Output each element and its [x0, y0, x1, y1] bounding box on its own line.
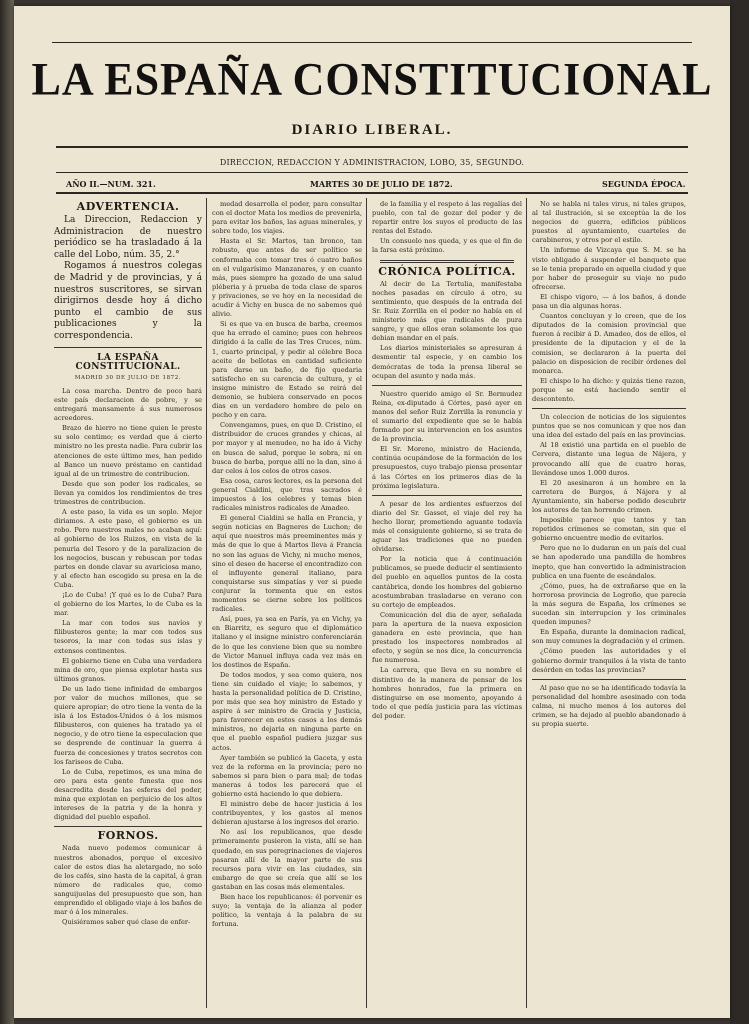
- cronica-paragraph: Los diarios ministeriales se apresuran á desmentir tal especie, y en cambio los demócratas de toda la prensa liberal se ocupan del asunto y nada más.: [372, 344, 522, 380]
- cronica-paragraph: Al decir de La Tertulia, manifestaba noches pasadas en círculo á otro, su sentimiento, que después de la entrada del Sr. Ruiz Zorrilla en el poder no había en el ministerio más que radicales de pura sangre, y que ellos eran solamente los que debian mandar en el país.: [372, 279, 522, 343]
- separator: [532, 408, 686, 409]
- article-paragraph: Si es que va en busca de barba, creemos que ha errado el camino; pues con hebreos dirigido á la calle de las Tres Cruces, núm. 1, cuarto principal, y pedir al célebre Boca aceite de bellotas en cantidad suficiente para darse un baño, de fijo quedaria satisfecho en su carencia de cultura, y el insigne ministro de Estado se reirá del demonio, se hubiera conservado en pocos dias en un verdadero hombre de pelo en pecho y en cara.: [212, 320, 362, 420]
- column-divider-2: [366, 198, 367, 1008]
- article-paragraph: A pesar de los ardientes esfuerzos del diario del Sr. Gasset, el viaje del rey ha hecho llorar, prometiendo aguante todavía más el consiguiente gobierno, si se trata de aguar las tradiciones que no pueden olvidarse.: [372, 499, 522, 554]
- article-paragraph: Cuantos concluyan y lo creen, que de los diputados de la comision provincial que fueron á recibir á D. Amadeo, dos de ellos, el presidente de la diputacion y el de la comision, se declararon á la puerta del palacio en disposicion de recibir órdenes del monarca.: [532, 312, 686, 375]
- article-paragraph: De todos modos, y sea como quiera, nos tiene sin cuidado el viaje; lo sabemos, y hasta la personalidad política de D. Cristino, por más que sea hoy ministro de Estado y aspire á ser ministro de Gracia y Justicia, para favorecer en estos casos a los demás ministros, no dejaria en ninguna parte en que el pueblo español pudiera juzgar sus actos.: [212, 670, 362, 752]
- editorial-masthead: LA ESPAÑA CONSTITUCIONAL.: [75, 352, 181, 372]
- article-paragraph: El Sr. Moreno, ministro de Hacienda, continúa ocupándose de la formación de los presupuestos, cuyo trabajo piensa presentar á las Córtes en los primeros dias de la próxima legislatura.: [372, 445, 522, 490]
- newspaper-title: LA ESPAÑA CONSTITUCIONAL: [31, 53, 713, 106]
- article-paragraph: El chispo lo ha dicho: y quizás tiene razon, porque se está haciendo sentir el descontento.: [532, 376, 686, 403]
- article-paragraph: El general Cialdini se halla en Francia, y según noticias en Bagneres de Luchon; de aquí que nuestros más preeminentes más y más de que lo que á Martos lleva á Francia no son las aguas de Vichy, ni mucho menos, sino el deseo de hacerse el encontradizo con el influyente general italiano, para conquistarse sus simpatías y ver si puede conjurar la tormenta que en estos momentos se cierne sobre los políticos radicales.: [212, 514, 362, 614]
- scan-border-right: [730, 0, 749, 1024]
- article-paragraph: Al 18 existió una partida en el pueblo de Cervera, distante una legua de Nájera, y provocando allí que de cuatro horas, llevándose unos 1.000 duros.: [532, 441, 686, 477]
- article-paragraph: Imposible parece que tantos y tan repetidos crímenes se cometan, sin que el gobierno encuentre medio de evitarlos.: [532, 516, 686, 543]
- editorial-paragraph: ¡Lo de Cuba! ¡Y qué es lo de Cuba? Para el gobierno de los Martes, lo de Cuba es la mar.: [54, 590, 202, 618]
- title-rule: [56, 146, 688, 148]
- article-paragraph: ¿Cómo pueden las autoridades y el gobierno dormir tranquilos á la vista de tanto desórden en todas las provincias?: [532, 647, 686, 674]
- header-bottom-rule: [56, 192, 688, 194]
- separator: [372, 385, 522, 386]
- article-paragraph: Bien hace los republicanos: él porvenir es suyo; la ventaja de la alianza al poder político, la ventaja á la palabra de su fortuna.: [212, 893, 362, 929]
- editorial-paragraph: La mar con todos sus navíos y filibusteros gente; la mar con todos sus tesoros, la mar con todas sus islas y extensos continentes.: [54, 619, 202, 655]
- article-paragraph: Un consuelo nos queda, y es que el fin de la farsa está próximo.: [372, 237, 522, 255]
- newspaper-page: [14, 6, 730, 1018]
- fornos-paragraph: Nada nuevo podemos comunicar á nuestros abonados, porque el excesivo calor de estos dias ha aletargado, no solo de los cafés, sino hasta de la capital, á gran número de radicales que, como sanguijuelas del presupuesto que son, han emprendido el obligado viaje á los baños de mar ó á los minerales.: [54, 844, 202, 917]
- separator: [54, 826, 202, 827]
- article-paragraph: Al paso que no se ha identificado todavía la personalidad del hombre asesinado con toda calma, ni mucho menos á los autores del crimen, se ha dejado al pueblo abandonado á su propia suerte.: [532, 683, 686, 729]
- issue-number: AÑO II.—NUM. 321.: [66, 179, 156, 189]
- separator: [54, 347, 202, 348]
- column-3: [372, 200, 522, 1005]
- article-paragraph: En España, durante la dominacion radical, son muy comunes la degradación y el crimen.: [532, 628, 686, 646]
- fornos-paragraph: Quisiéramos saber qué clase de enfer-: [62, 918, 191, 927]
- separator: [380, 260, 514, 263]
- article-paragraph: No así los republicanos, que desde primeramente pusieron la vista, allí se han quedado, en sus peregrinaciones de viajeros pasaran allí de la mayor parte de sus recursos para vivir en las ciudades, sin embargo de que se creía que allí se los gastaban en las cosas más elementales.: [212, 828, 362, 891]
- column-2: [212, 200, 362, 1005]
- editorial-paragraph: De un lado tiene infinidad de embargos por valor de muchos millones, que se quiere apropiar; de otro tiene la venta de la isla á los Estados-Unidos ó á los mismos filibusteros, con quienes ha tratado ya el negocio, y de otro tiene la especulacion que se desprende de continuar la guerra á fuerza de concesiones y tratos secretos con los fariseos de Cuba.: [54, 684, 202, 766]
- article-paragraph: Así, pues, ya sea en París, ya en Vichy, ya en Biarritz, es seguro que el diplomático italiano y el insigne ministro conferenciarán de lo que les conviene bien que su nombre de Victor Manuel influya cada vez más en los destinos de España.: [212, 615, 362, 669]
- editorial-paragraph: El gobierno tiene en Cuba una verdadera mina de oro, que piensa explotar hasta sus últimos granos.: [54, 656, 202, 683]
- cronica-heading: CRÓNICA POLÍTICA.: [378, 264, 516, 278]
- editorial-paragraph: Brazo de hierro no tiene quien le preste su solo centimo; es verdad que á cierto ministro no les presta nadie. Para cubrir las atenciones de este último mes, han pedido al Banco un nuevo préstamo en cantidad igual al de un trimestre de contribucion.: [54, 424, 202, 478]
- column-divider-1: [206, 198, 207, 1008]
- notice-paragraph: Rogamos á nuestros colegas de Madrid y de provincias, y á nuestros suscritores, se sirvan dirigirnos desde hoy á dicho punto el cambio de sus publicaciones y la correspondencia.: [54, 261, 202, 342]
- issue-date: MARTES 30 DE JULIO DE 1872.: [310, 179, 453, 189]
- article-paragraph: Convengamos, pues, en que D. Cristino, el distribuidor de cruces grandes y chicas, al por mayor y al menudeo, no ha ido á Vichy en busca de salud, porque le sobra, ni en busca de barba, porque allí no la dan, sino á dar celos á los celos de otros casos.: [212, 421, 362, 475]
- article-paragraph: Comunicación del dia de ayer, señalada para la apertura de la nueva exposicion ganadera en este provincia, que han prestado los inspectores nombrados al efecto, y según se nos dice, la concurrencia fue numerosa.: [372, 610, 522, 665]
- article-paragraph: Nuestro querido amigo el Sr. Bermudez Reina, ex-diputado á Córtes, pasó ayer en manos del señor Ruiz Zorrilla la renuncia y el sumario del expediente que se le había formado por su intervencion en los asuntos de la provincia.: [372, 389, 522, 444]
- article-paragraph: La carrera, que lleva en su nombre el distintivo de la manera de pensar de los hombres honrados, fue la primera en distinguirse en ese momento, apoyando á todo el que pedía justicia para las víctimas del poder.: [372, 666, 522, 720]
- issue-epoch: SEGUNDA ÉPOCA.: [602, 179, 686, 189]
- editorial-paragraph: Desde que son poder los radicales, se llevan ya comidos los rendimientos de tres trimestres de contribucion.: [54, 479, 202, 507]
- article-paragraph: No se habla ni tales virus, ni tales grupos, al tal ilustración, si se exceptúa la de los negocios de guerra, edificios públicos puestos al ayuntamiento, cuarteles de carabineros, y otros por el estilo.: [532, 200, 686, 245]
- article-paragraph: El 20 asesinaron á un hombre en la carretera de Burgos, á Nájera y al Ayuntamiento, sin haberse podido descubrir los autores de tan horrendo crimen.: [532, 478, 686, 514]
- column-4: [532, 200, 686, 1005]
- editorial-paragraph: Lo de Cuba, repetimos, es una mina de oro para esta gente funesta que nos desacredita desde las esferas del poder, mina que explotan en perjuicio de los altos intereses de la patria y de la honra y dignidad del pueblo español.: [54, 767, 202, 822]
- address-line: DIRECCION, REDACCION Y ADMINISTRACION, LOBO, 35, SEGUNDO.: [219, 158, 525, 167]
- top-rule: [52, 42, 692, 43]
- article-paragraph: Ayer también se publicó la Gaceta, y esta vez de la reforma en la provincia; pero no sabemos si para bien o para mal; de todas maneras á todos les parecerá que el gobierno está haciendo lo que debiera.: [212, 753, 362, 798]
- editorial-paragraph: A este paso, la vida es un soplo. Mejor diriamos. A este paso, el gobierno es un robo. Pero nuestros males no acaban aquí: al gobierno de los Ruizos, en vista de la penuria del Tesoro y de la paralizacion de los negocios, buscan y rebuscan por todas partes en donde clavar su avariciosa mano, y al efecto han escogido su presa en la de Cuba.: [54, 508, 202, 589]
- advertencia-notice: [54, 215, 202, 343]
- advertencia-heading: ADVERTENCIA.: [76, 200, 180, 213]
- separator: [372, 495, 522, 496]
- book-binding-left: [0, 0, 14, 1024]
- address-rule: [56, 172, 688, 173]
- notice-paragraph: La Direccion, Redaccion y Administracion de nuestro periódico se ha trasladado á la calle del Lobo, núm. 35, 2.°: [54, 215, 202, 260]
- article-paragraph: El ministro debe de hacer justicia á los contribuyentes, y los gastos al menos debieran ajustarse á los ingresos del erario.: [212, 800, 362, 827]
- fornos-heading: FORNOS.: [97, 829, 159, 843]
- column-divider-3: [526, 198, 527, 1008]
- article-paragraph: El chispo vigoro, — á los baños, á donde pasa un dia algunas horas.: [532, 292, 686, 311]
- editorial-dateline: MADRID 30 DE JULIO DE 1872.: [74, 374, 182, 381]
- column-1: [54, 200, 202, 1005]
- article-paragraph: Pero que no lo dudaran en un país del cual se han apoderado una pandilla de hombres inepto, que han convertido la administracion publica en una fuente de escándalos.: [532, 544, 686, 580]
- article-paragraph: Un informe de Vizcaya que S. M. se ha visto obligado á suspender el banquete que se le tenia preparado en aquella ciudad y que por haber de proseguir su viaje no pudo ofrecerse.: [532, 246, 686, 291]
- article-paragraph: Un coleccion de noticias de los siguientes puntos que se nos comunican y que nos dan una idea del estado del país en las provincias.: [532, 413, 686, 440]
- separator: [532, 679, 686, 680]
- article-paragraph: Hasta el Sr. Martos, tan bronco, tan robusto, que antes de ser político se conformaba con tomar tres ó cuatro baños en el vulgarísimo Manzanares, y en cuanto más, pues siempre ha gozado de una salud pléberia y á prueba de toda clase de sparos y privaciones, se ve hoy en la necesidad de acudir á Vichy en busca de no sabemos qué alivio.: [212, 237, 362, 319]
- article-paragraph: de la familia y el respeto á las regalías del pueblo, con tal de gozar del poder y de repartir entre los suyos el producto de las rentas del Estado.: [372, 200, 522, 236]
- article-paragraph: medad desarrolla el poder, para consultar con el doctor Mata los medios de prevenirla, para evitar los baños, las aguas minerales, y sobre todo, los viajes.: [212, 200, 362, 236]
- editorial-paragraph: La cosa marcha. Dentro de poco hará este país declaracion de pobre, y se entregará mansamente á sus numerosos acreedores.: [54, 386, 202, 423]
- article-paragraph: Por la noticia que á continuación publicamos, se puede deducir el sentimiento del pueblo en aquellos puntos de la costa cantábrica, donde los hombres del gobierno acostumbraban trasladarse en verano con su cortejo de empleados.: [372, 555, 522, 609]
- article-paragraph: ¿Cómo, pues, ha de extrañarse que en la horrorosa provincia de Logroño, que parecía la más segura de España, los crímenes se sucedan sin interrupcion y los criminales queden impunes?: [532, 581, 686, 627]
- article-paragraph: Esa cosa, caros lectores, es la persona del general Cialdini, que tras sacrados é impuestos á los celebres y temas bien radicales ministros radicales de Amadeo.: [212, 476, 362, 513]
- newspaper-subtitle: DIARIO LIBERAL.: [291, 122, 453, 138]
